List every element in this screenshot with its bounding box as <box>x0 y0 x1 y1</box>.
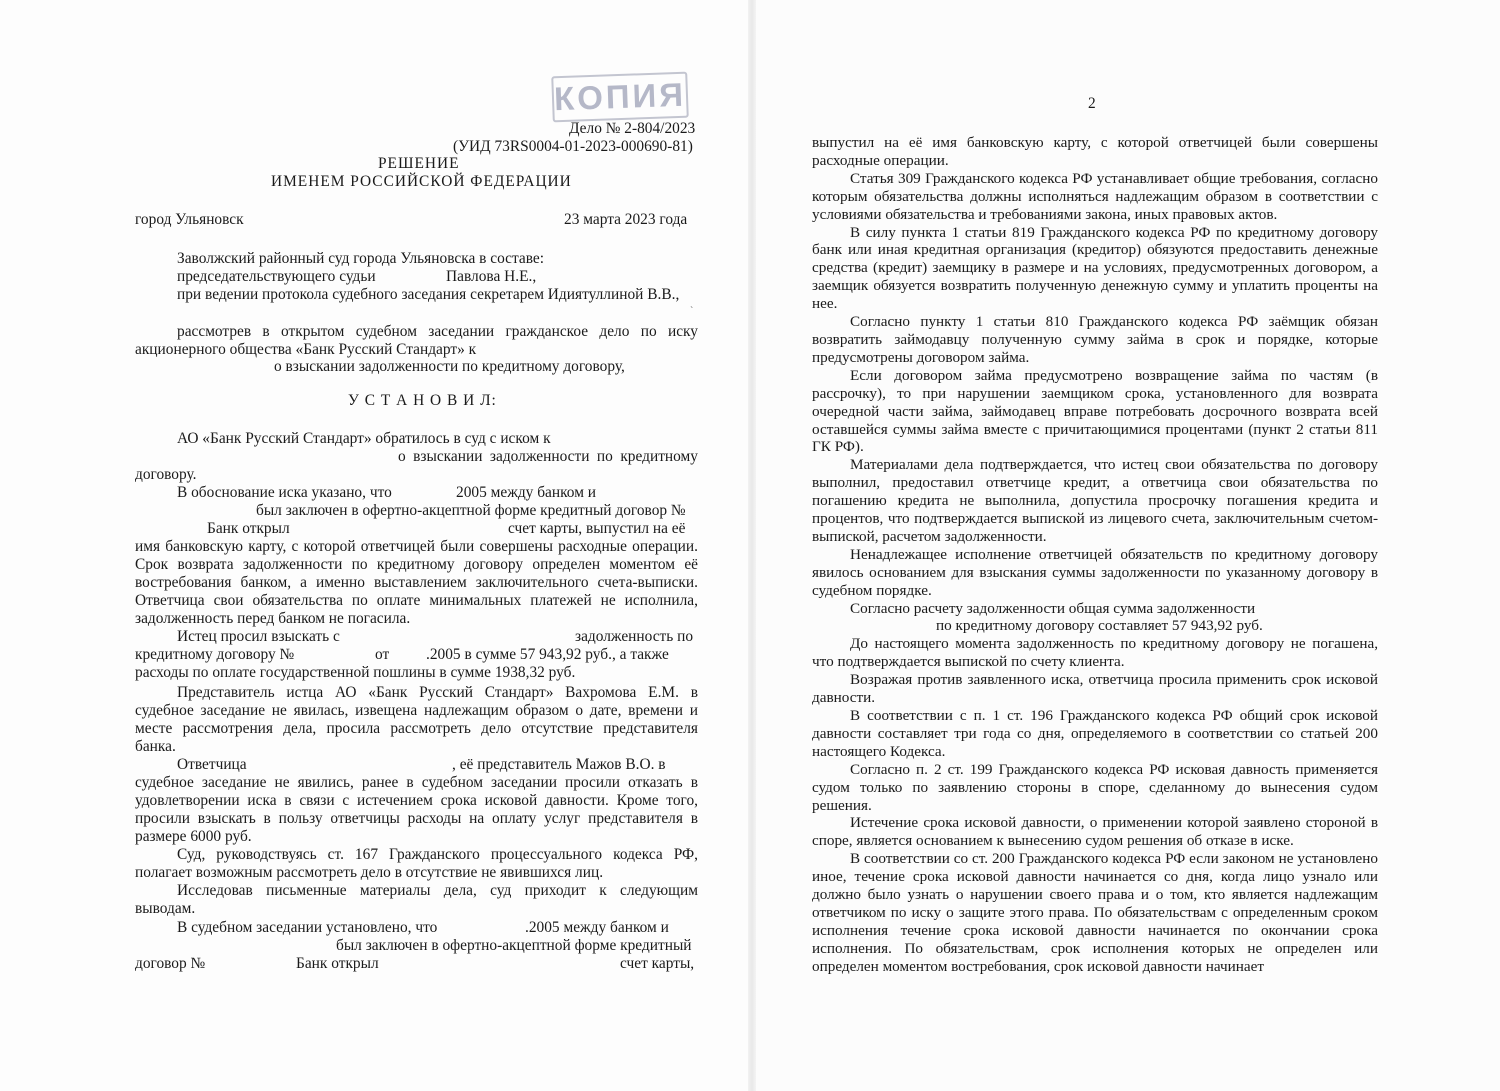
document-subtitle: ИМЕНЕМ РОССИЙСКОЙ ФЕДЕРАЦИИ <box>271 173 572 190</box>
p8-line-3b: Банк открыл <box>296 955 379 972</box>
p8-line-3c: счет карты, <box>620 955 695 972</box>
p3-line-2b: от <box>375 646 390 663</box>
copy-stamp: КОПИЯ <box>551 72 689 123</box>
p5-line-2: судебное заседание не явились, ранее в судебном заседании просили отказать в <box>135 774 698 791</box>
r-paragraph-1: выпустил на её имя банковскую карту, с которой ответчицей были совершены расходные операции. <box>812 134 1378 169</box>
r-paragraph-2: Статья 309 Гражданского кодекса РФ устанавливает общие требования, согласно которым обязательства должны исполняться надлежащим образом в соответствии с условиями обязательства и требованиями закона, иных правовых актов. <box>812 169 1378 223</box>
scan-mark: ˋ <box>690 306 694 317</box>
secretary-line: при ведении протокола судебного заседания секретарем Идиятуллиной В.В., <box>177 286 680 303</box>
p2-line-8: задолженность перед банком не погасила. <box>135 610 411 627</box>
p2-line-3a: Банк открыл <box>207 520 290 537</box>
page-gutter <box>748 0 756 1091</box>
p6-line-2: полагает возможным рассмотреть дело в отсутствие не явившихся лиц. <box>135 864 604 881</box>
p8-line-3a: договор № <box>135 955 206 972</box>
p3-line-2a: кредитному договору № <box>135 646 295 663</box>
p2-line-3b: счет карты, выпустил на её <box>508 520 686 537</box>
r-paragraph-14: В соответствии со ст. 200 Гражданского кодекса РФ если законом не установлено иное, течение срока исковой давности начинается со дня, когда лицо узнало или должно было узнать о нарушении своего права и о том, кто является надлежащим ответчиком по иску о защите этого права. По обязательствам с определенным сроком исполнения течение срока исковой давности начинается по окончании срока исполнения. По обязательствам, срок исполнения которых не определен или определен моментом востребования, срок исковой давности начинает <box>812 850 1378 975</box>
case-number: Дело № 2-804/2023 <box>569 120 696 137</box>
p2-line-7: Ответчица свои обязательства по оплате минимальных платежей не исполнила, <box>135 592 698 609</box>
considered-line-2: акционерного общества «Банк Русский Стандарт» к <box>135 341 477 358</box>
p7-line-2: выводам. <box>135 900 196 917</box>
p2-line-4: имя банковскую карту, с которой ответчицей были совершены расходные операции. <box>135 538 698 555</box>
r-paragraph-8a: Согласно расчету задолженности общая сумма задолженности <box>850 599 1256 617</box>
p8-line-2: был заключен в офертно-акцептной форме кредитный <box>336 937 692 954</box>
p4-line-3: месте рассмотрения дела, просила рассмотреть дело отсутствие представителя <box>135 720 698 737</box>
r-paragraph-4: Согласно пункту 1 статьи 810 Гражданского кодекса РФ заёмщик обязан возвратить займодавцу полученную сумму займа в срок и порядке, которые предусмотрены договором займа. <box>812 313 1378 366</box>
judge-label: председательствующего судьи <box>177 268 376 285</box>
p5-line-5: размере 6000 руб. <box>135 828 252 845</box>
p4-line-2: судебное заседание не явилась, извещена надлежащим образом о дате, времени и <box>135 702 698 719</box>
r-paragraph-11: В соответствии с п. 1 ст. 196 Гражданского кодекса РФ общий срок исковой давности составляет три года со дня, определяемого в соответствии со статьей 200 настоящего Кодекса. <box>812 707 1378 760</box>
p5-line-1b: , её представитель Мажов В.О. в <box>452 756 666 773</box>
p1-line-3: договору. <box>135 466 197 483</box>
p3-line-2c: .2005 в сумме 57 943,92 руб., а также <box>426 646 669 663</box>
p7-line-1: Исследовав письменные материалы дела, суд приходит к следующим <box>177 882 698 899</box>
r-paragraph-5: Если договором займа предусмотрено возвращение займа по частям (в рассрочку), то при нарушении заемщиком срока, установленного для возврата очередной части займа, займодавец вправе потребовать досрочного возврата всей оставшейся суммы займа вместе с причитающимися процентами (пункт 2 статьи 811 ГК РФ). <box>812 366 1378 456</box>
r-paragraph-9: До настоящего момента задолженность по кредитному договору не погашена, что подтверждается выпиской по счету клиента. <box>812 635 1378 671</box>
p6-line-1: Суд, руководствуясь ст. 167 Гражданского процессуального кодекса РФ, <box>177 846 698 863</box>
r-paragraph-10: Возражая против заявленного иска, ответчица просила применить срок исковой давности. <box>812 671 1378 707</box>
p5-line-1a: Ответчица <box>177 756 247 773</box>
established-heading: У С Т А Н О В И Л: <box>348 392 497 409</box>
court-name: Заволжский районный суд города Ульяновска в составе: <box>177 250 545 267</box>
p5-line-3: удовлетворении иска в связи с истечением срока исковой давности. Кроме того, <box>135 792 698 809</box>
r-paragraph-13: Истечение срока исковой давности, о применении которой заявлено стороной в споре, является основанием к вынесению судом решения об отказе в иске. <box>812 814 1378 850</box>
page-number: 2 <box>1088 95 1096 112</box>
p2-line-2: был заключен в офертно-акцептной форме кредитный договор № <box>256 502 686 519</box>
r-paragraph-6: Материалами дела подтверждается, что истец свои обязательства по договору выполнил, предоставил ответчице кредит, а ответчица свои обязательства по погашению кредита не выполнила, допустила просрочку погашения кредита и процентов, что подтверждается выпиской из лицевого счета, заключительным счетом-выпиской, расчетом задолженности. <box>812 456 1378 545</box>
p5-line-4: просили взыскать в пользу ответчицы расходы на оплату услуг представителя в <box>135 810 698 827</box>
p8-line-1a: В судебном заседании установлено, что <box>177 919 438 936</box>
p3-line-1b: задолженность по <box>575 628 694 645</box>
right-text-block <box>812 134 1378 976</box>
p8-line-1b: .2005 между банком и <box>525 919 669 936</box>
considered-line-1: рассмотрев в открытом судебном заседании гражданское дело по иску <box>177 323 698 340</box>
p2-line-1b: 2005 между банком и <box>456 484 597 501</box>
r-paragraph-3: В силу пункта 1 статьи 819 Гражданского кодекса РФ по кредитному договору банк или иная кредитная организация (кредитор) обязуются предоставить денежные средства (кредит) заемщику в размере и на условиях, предусмотренных договором, а заемщик обязуется возвратить полученную денежную сумму и уплатить проценты на нее. <box>812 223 1378 313</box>
decision-date: 23 марта 2023 года <box>564 211 688 228</box>
r-paragraph-7: Ненадлежащее исполнение ответчицей обязательств по кредитному договору явилось основанием для взыскания суммы задолженности по указанному договору в судебном порядке. <box>812 545 1378 599</box>
city: город Ульяновск <box>135 211 244 228</box>
p3-line-1a: Истец просил взыскать с <box>177 628 340 645</box>
p2-line-1a: В обоснование иска указано, что <box>177 484 392 501</box>
p3-line-3: расходы по оплате государственной пошлины в сумме 1938,32 руб. <box>135 664 576 681</box>
r-paragraph-8b: по кредитному договору составляет 57 943,92 руб. <box>936 617 1263 635</box>
p1-line-2: о взыскании задолженности по кредитному <box>398 448 698 465</box>
judge-name: Павлова Н.Е., <box>446 268 537 285</box>
document-title: РЕШЕНИЕ <box>378 155 460 172</box>
p1-line-1: АО «Банк Русский Стандарт» обратилось в суд с иском к <box>177 430 551 447</box>
p4-line-1: Представитель истца АО «Банк Русский Стандарт» Вахромова Е.М. в <box>177 684 698 701</box>
case-uid: (УИД 73RS0004-01-2023-000690-81) <box>453 138 693 155</box>
p4-line-4: банка. <box>135 738 176 755</box>
p2-line-6: востребования банком, а именно выставлением заключительного счета-выписки. <box>135 574 698 591</box>
considered-line-3: о взыскании задолженности по кредитному договору, <box>274 358 625 375</box>
r-paragraph-12: Согласно п. 2 ст. 199 Гражданского кодекса РФ исковая давность применяется судом только по заявлению стороны в споре, сделанному до вынесения судом решения. <box>812 760 1378 814</box>
p2-line-5: Срок возврата задолженности по кредитному договору определен моментом её <box>135 556 698 573</box>
